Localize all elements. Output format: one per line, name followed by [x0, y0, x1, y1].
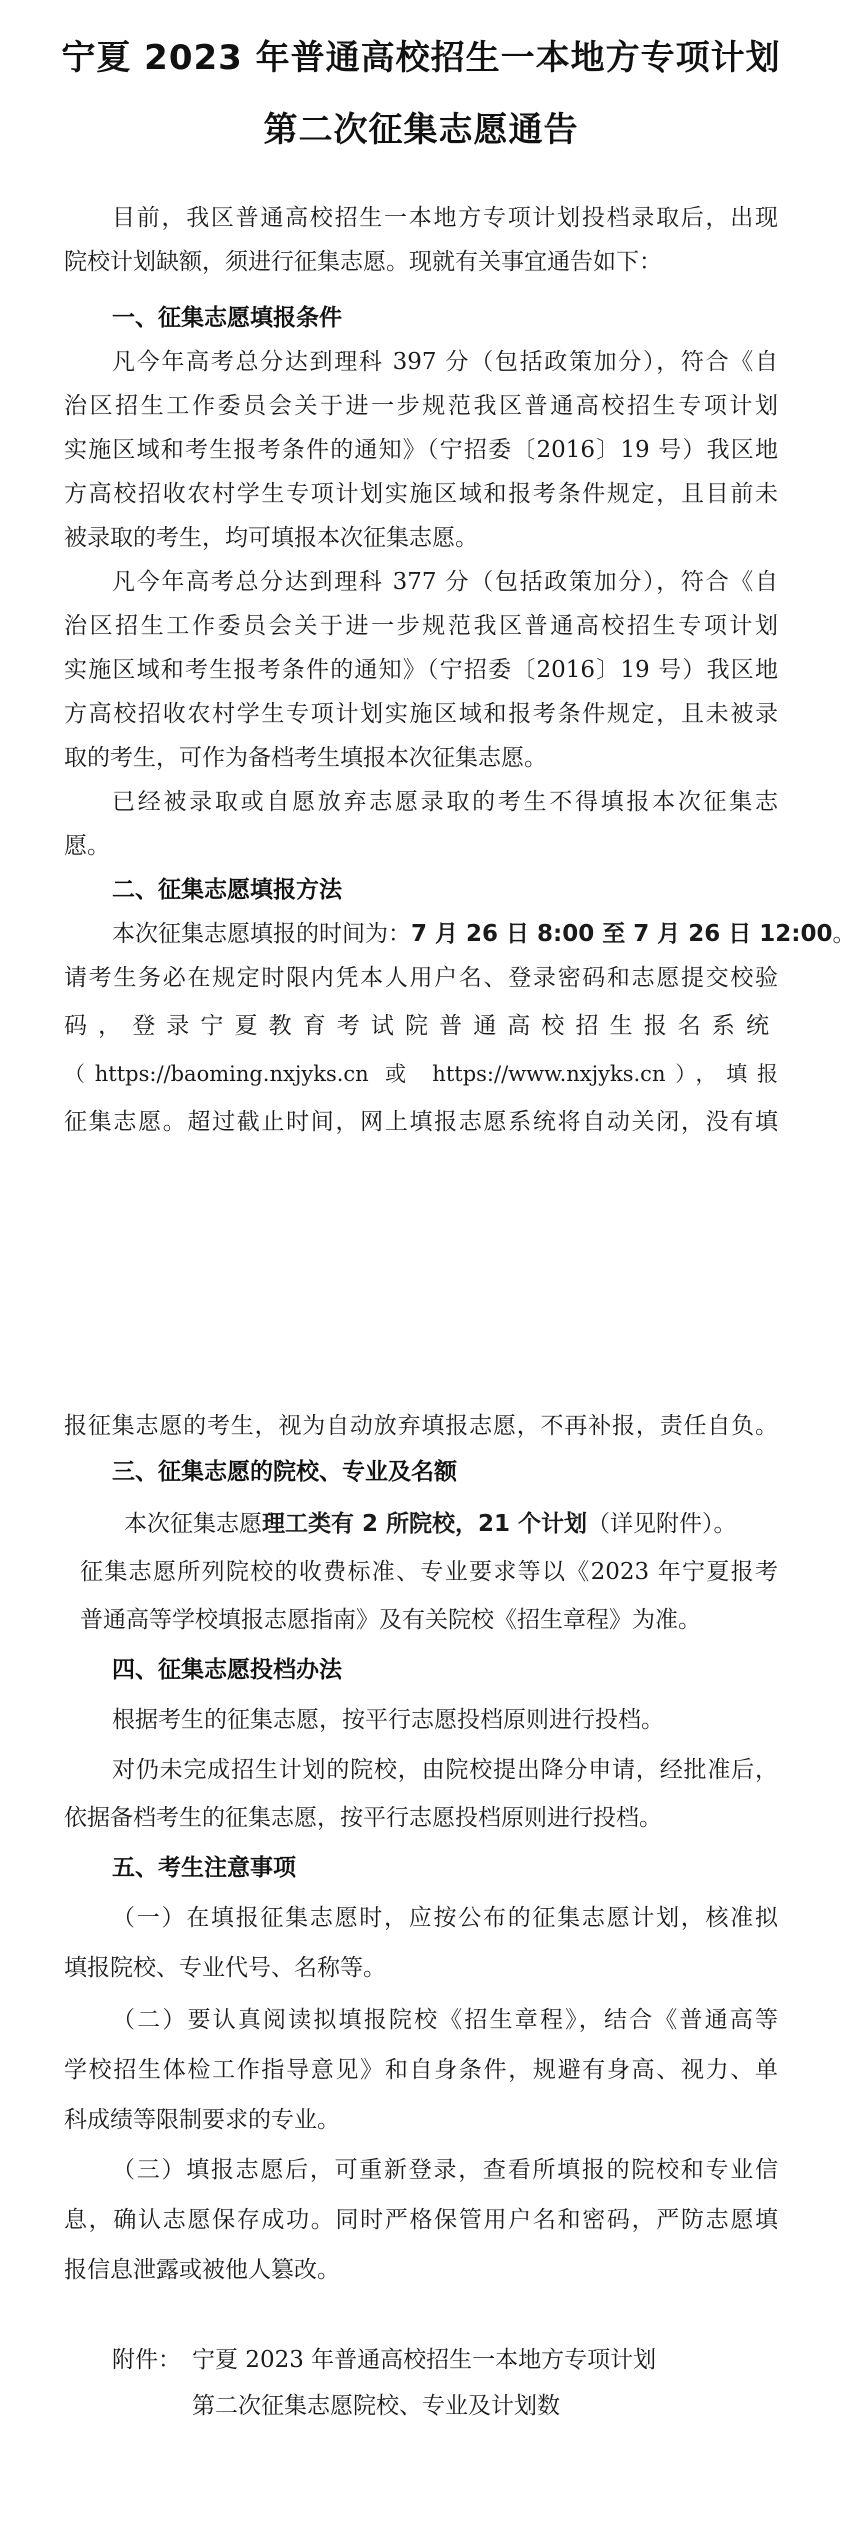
section-4-heading: 四、征集志愿投档办法 [112, 1657, 342, 1683]
section-2-time-prefix: 本次征集志愿填报的时间为： [112, 921, 411, 947]
section-3-line-3: 普通高等学校填报志愿指南》及有关院校《招生章程》为准。 [80, 1607, 701, 1633]
section-1-p2-line-2: 治区招生工作委员会关于进一步规范我区普通高校招生专项计划 [64, 613, 778, 639]
section-5-item-1-line-2: 填报院校、专业代号、名称等。 [64, 1955, 386, 1981]
section-1-p1-line-3: 实施区域和考生报考条件的通知》（宁招委〔2016〕19 号）我区地 [64, 437, 778, 463]
section-5-item-1-line-1: （一）在填报征集志愿时，应按公布的征集志愿计划，核准拟 [112, 1905, 778, 1931]
section-5-heading: 五、考生注意事项 [112, 1855, 296, 1881]
section-4-line-3: 依据备档考生的征集志愿，按平行志愿投档原则进行投档。 [64, 1805, 662, 1831]
intro-line-2: 院校计划缺额，须进行征集志愿。现就有关事宜通告如下： [64, 249, 662, 275]
section-3-line-1 [124, 1504, 778, 1544]
section-2-line-4: （https://baoming.nxjyks.cn 或 https://www.nxjyks.cn），填报 [64, 1062, 778, 1086]
attachment-label: 附件： [112, 2347, 181, 2373]
section-3-line-2: 征集志愿所列院校的收费标准、专业要求等以《2023 年宁夏报考 [80, 1559, 778, 1585]
document-title-line-1: 宁夏 2023 年普通高校招生一本地方专项计划 [61, 38, 781, 78]
section-5-item-2-line-2: 学校招生体检工作指导意见》和自身条件，规避有身高、视力、单 [64, 2057, 778, 2083]
section-1-p1-line-2: 治区招生工作委员会关于进一步规范我区普通高校招生专项计划 [64, 393, 778, 419]
section-4-line-1: 根据考生的征集志愿，按平行志愿投档原则进行投档。 [112, 1707, 664, 1733]
intro-line-1: 目前，我区普通高校招生一本地方专项计划投档录取后，出现 [112, 205, 778, 231]
section-1-p1-line-5: 被录取的考生，均可填报本次征集志愿。 [64, 525, 478, 551]
attachment-line-2: 第二次征集志愿院校、专业及计划数 [192, 2393, 560, 2419]
attachment-line-1: 宁夏 2023 年普通高校招生一本地方专项计划 [192, 2347, 657, 2373]
document-title-line-2: 第二次征集志愿通告 [263, 110, 579, 150]
section-1-p3-line-1: 已经被录取或自愿放弃志愿录取的考生不得填报本次征集志 [112, 789, 778, 815]
section-2-heading: 二、征集志愿填报方法 [112, 877, 342, 903]
section-3-heading: 三、征集志愿的院校、专业及名额 [112, 1459, 457, 1485]
section-3-plan-count: 理工类有 2 所院校，21 个计划 [262, 1511, 588, 1537]
section-2-time-suffix: 。 [832, 921, 856, 947]
section-1-p2-line-4: 方高校招收农村学生专项计划实施区域和报考条件规定，且未被录 [64, 701, 778, 727]
section-1-p1-line-4: 方高校招收农村学生专项计划实施区域和报考条件规定，且目前未 [64, 481, 778, 507]
section-5-item-2-line-3: 科成绩等限制要求的专业。 [64, 2107, 340, 2133]
section-1-p2-line-3: 实施区域和考生报考条件的通知》（宁招委〔2016〕19 号）我区地 [64, 657, 778, 683]
section-2-line-2: 请考生务必在规定时限内凭本人用户名、登录密码和志愿提交校验 [64, 965, 778, 991]
section-2-line-3: 码，登录宁夏教育考试院普通高校招生报名系统 [64, 1013, 778, 1039]
section-2-line-1 [112, 914, 856, 954]
section-5-item-3-line-2: 息，确认志愿保存成功。同时严格保管用户名和密码，严防志愿填 [64, 2207, 778, 2233]
section-3-note: （详见附件）。 [587, 1511, 737, 1537]
section-1-p1-line-1: 凡今年高考总分达到理科 397 分（包括政策加分），符合《自 [112, 349, 778, 375]
section-1-p3-line-2: 愿。 [64, 833, 110, 859]
section-5-item-3-line-1: （三）填报志愿后，可重新登录，查看所填报的院校和专业信 [112, 2157, 778, 2183]
section-2-time-window: 7 月 26 日 8:00 至 7 月 26 日 12:00 [411, 921, 833, 947]
section-1-p2-line-5: 取的考生，可作为备档考生填报本次征集志愿。 [64, 745, 547, 771]
section-1-heading: 一、征集志愿填报条件 [112, 305, 342, 331]
section-4-line-2: 对仍未完成招生计划的院校，由院校提出降分申请，经批准后， [112, 1757, 778, 1783]
section-5-item-3-line-3: 报信息泄露或被他人篡改。 [64, 2257, 340, 2283]
section-1-p2-line-1: 凡今年高考总分达到理科 377 分（包括政策加分），符合《自 [112, 569, 778, 595]
section-5-item-2-line-1: （二）要认真阅读拟填报院校《招生章程》，结合《普通高等 [112, 2007, 778, 2033]
section-2-line-5: 征集志愿。超过截止时间，网上填报志愿系统将自动关闭，没有填 [64, 1109, 778, 1135]
section-2-line-6: 报征集志愿的考生，视为自动放弃填报志愿，不再补报，责任自负。 [64, 1413, 778, 1439]
section-3-intro: 本次征集志愿 [124, 1511, 262, 1537]
